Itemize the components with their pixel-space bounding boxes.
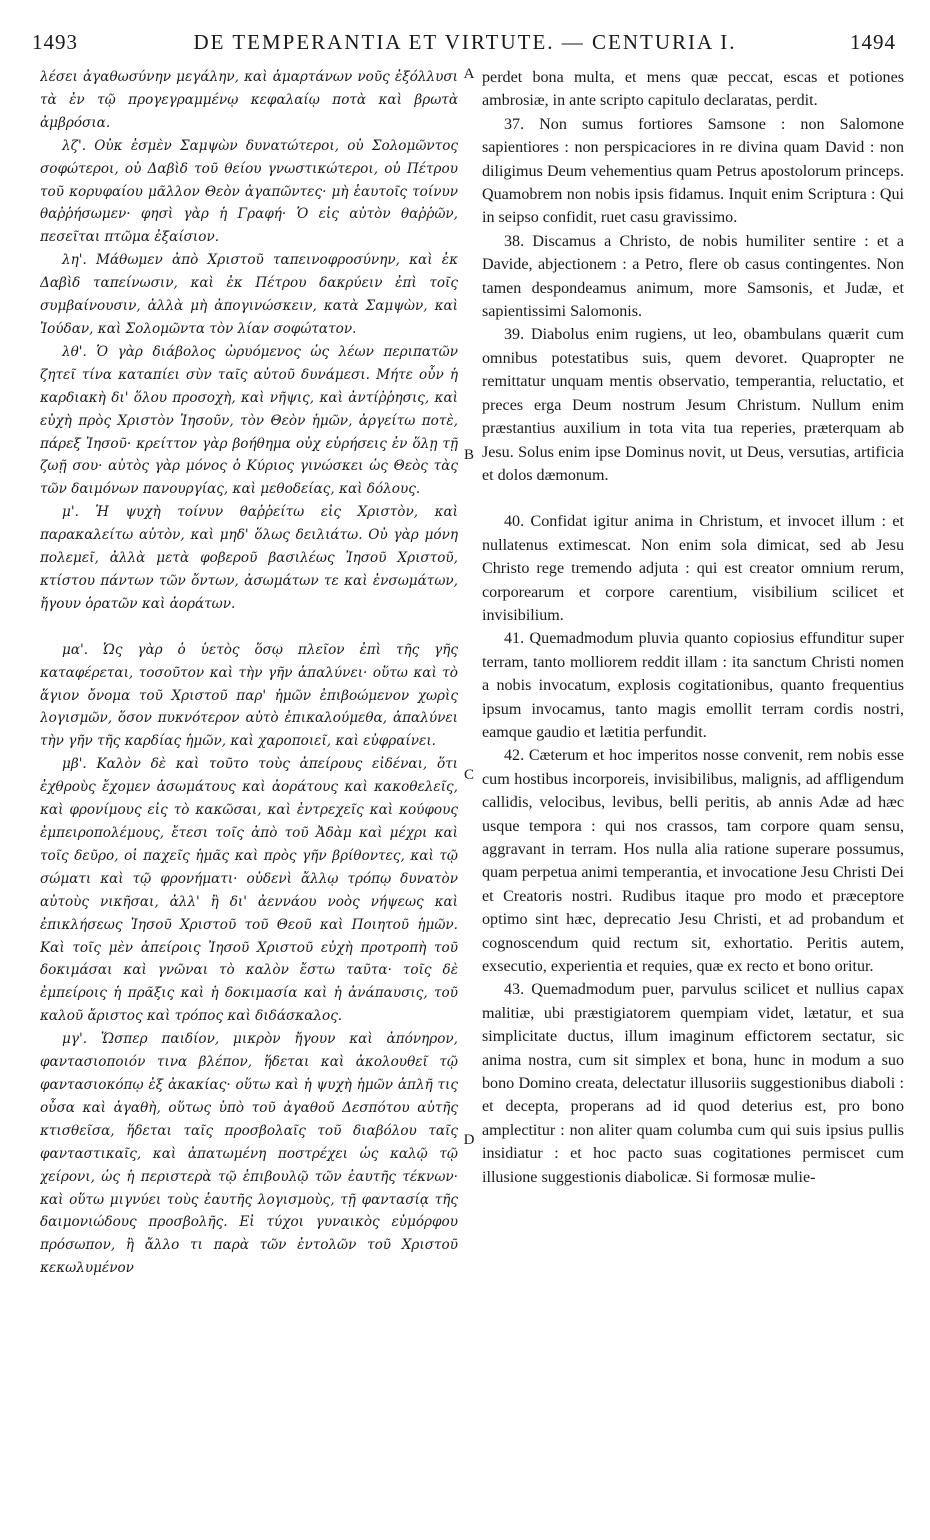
latin-paragraph-37: 37. Non sumus fortiores Samsone : non Salomone sapientiores : non perspicaciores in re divina quam David : non diligimus Deum vehementius quam Petrus apostolorum princeps. Quamobrem non nobis ipsis fidamus. Inquit enim Scriptura : Qui in seipso confidit, ruet casu gravissimo. [482,115,904,227]
latin-paragraph-43: 43. Quemadmodum puer, parvulus scilicet et nullius capax malitiæ, ubi præstigiatorem quempiam videt, lætatur, et sua simplicitate ductus, illum imaginum effictorem sectatur, sic anima nostra, cum sit simplex et bona, hunc in modum a suo bono Domino creata, delectatur illusoriis suggestionibus diaboli : et decepta, properans ad id quod deterius est, pro bono amplectitur : non aliter quam columba cum qui suis ipsius pullis insidiatur : et hoc pacto suas cogitationes permiscet cum illusione suggestionis diabolicæ. Si formosæ mulie- [482,981,904,1186]
latin-paragraph-40: 40. Confidat igitur anima in Christum, et invocet illum : et nullatenus extimescat. Non enim sola dimicat, sed ab Jesu Christo rege tremendo adjuta : qui est creator omnium rerum, corporearum et corpore carentium, visibilium scilicet et invisibilium. [482,513,904,624]
latin-paragraph-39: 39. Diabolus enim rugiens, ut leo, obambulans quærit cum omnibus potestatibus suis, quem devoret. Quapropter ne remittatur unquam mentis observatio, temperantia, reluctatio, et preces erga Deum nostrum Jesum Christum. Nullum enim præstantius auxilium in tota vita tua reperies, præterquam ab Jesu. Solus enim ipse Dominus novit, ut Deus, versutias, artificia et dolos dæmonum. [482,326,904,484]
greek-paragraph-40: μ'. Ἡ ψυχὴ τοίνυν θαῤῥείτω εἰς Χριστὸν, καὶ παρακαλείτω αὐτὸν, καὶ μηδ' ὅλως δειλιάτω. Οὐ γὰρ μόνη πολεμεῖ, ἀλλὰ μετὰ φοβεροῦ βασιλέως Ἰησοῦ Χριστοῦ, κτίστου πάντων τῶν ὄντων, ἀσωμάτων τε καὶ ἐνσωμάτων, ἤγουν ὁρατῶν καὶ ἀοράτων. [40,504,458,612]
margin-marker-a: A [463,66,475,82]
margin-marker-d: D [463,1132,475,1148]
latin-paragraph-41: 41. Quemadmodum pluvia quanto copiosius effunditur super terram, tanto molliorem reddit illam : ita sanctum Christi nomen a nobis invocatum, explosis cogitationibus, quanto frequentius ipsum invocamus, tanto magis emollit terram cordis nostri, eamque gaudio et lætitia perfundit. [482,630,904,741]
latin-column [482,66,904,1530]
margin-marker-c: C [463,767,474,783]
greek-paragraph-continued: λέσει ἀγαθωσύνην μεγάλην, καὶ ἁμαρτάνων νοῦς ἐξόλλυσι τὰ ἐν τῷ προγεγραμμένῳ κεφαλαίῳ ποτὰ καὶ βρωτὰ ἀμβρόσια. [40,69,458,131]
running-title: DE TEMPERANTIA ET VIRTUTE. — CENTURIA I. [193,30,737,54]
page-number-left: 1493 [32,30,78,54]
greek-column [40,66,458,1530]
greek-paragraph-38: λη'. Μάθωμεν ἀπὸ Χριστοῦ ταπεινοφροσύνην, καὶ ἐκ Δαβὶδ ταπείνωσιν, καὶ ἐκ Πέτρου δακρύειν ἐπὶ τοῖς συμβαίνουσιν, ἀλλὰ μὴ ἀπογινώσκειν, κατὰ Σαμψὼν, καὶ Ἰούδαν, καὶ Σολομῶντα τὸν λίαν σοφώτατον. [40,252,458,337]
latin-paragraph-continued: perdet bona multa, et mens quæ peccat, escas et potiones ambrosiæ, in ante scripto capitulo declaratas, perdit. [482,69,904,110]
greek-paragraph-42: μβ'. Καλὸν δὲ καὶ τοῦτο τοὺς ἀπείρους εἰδέναι, ὅτι ἐχθροὺς ἔχομεν ἀσωμάτους καὶ ἀοράτους καὶ κακοθελεῖς, καὶ φρονίμους εἰς τὸ κακῶσαι, καὶ ἐντρεχεῖς καὶ κούφους ἐμπειροπολέμους, ἔτεσι τοῖς ἀπὸ τοῦ Ἀδὰμ καὶ μέχρι καὶ τοῖς δεῦρο, οἱ παχεῖς ἡμᾶς καὶ πρὸς γῆν βρίθοντες, καὶ τῷ σώματι καὶ τῷ φρονήματι· οὐδενὶ ἄλλῳ τρόπῳ δυνατὸν αὐτοὺς νικῆσαι, ἀλλ' ἢ δι' ἀεννάου νοὸς νήψεως καὶ ἐπικλήσεως Ἰησοῦ Χριστοῦ τοῦ Θεοῦ καὶ Ποιητοῦ ἡμῶν. Καὶ τοῖς μὲν ἀπείροις Ἰησοῦ Χριστοῦ εὐχὴ προτροπὴ τοῦ δοκιμάσαι καὶ γνῶναι τὸ καλὸν ἔστω ταῦτα· τοῖς δὲ ἐμπείροις ἡ πρᾶξις καὶ ἡ δοκιμασία καὶ ἡ ἀνάπαυσις, τοῦ καλοῦ ἄριστος καὶ τρόπος καὶ διδάσκαλος. [40,756,458,1025]
greek-paragraph-43: μγ'. Ὥσπερ παιδίον, μικρὸν ἤγουν καὶ ἀπόνηρον, φαντασιοποιόν τινα βλέπον, ἥδεται καὶ ἀκολουθεῖ τῷ φαντασιοκόπῳ ἐξ ἀκακίας· οὕτω καὶ ἡ ψυχὴ ἡμῶν ἁπλῆ τις οὖσα καὶ ἀγαθὴ, οὕτως ὑπὸ τοῦ ἀγαθοῦ Δεσπότου αὐτῆς κτισθεῖσα, ἥδεται ταῖς προσβολαῖς τοῦ διαβόλου ταῖς φανταστικαῖς, καὶ ἀπατωμένη ποστρέχει ὡς καλῷ τῷ χείρονι, ὡς ἡ περιστερὰ τῷ ἐπιβουλῷ τῶν ἑαυτῆς τέκνων· καὶ οὕτω μιγνύει τοὺς ἑαυτῆς λογισμοὺς, τῇ φαντασίᾳ τῆς δαιμονιώδους προσβολῆς. Εἰ τύχοι γυναικὸς εὐμόρφου πρόσωπον, ἢ ἄλλο τι παρὰ τῶν ἐντολῶν τοῦ Χριστοῦ κεκωλυμένον [40,1031,458,1277]
page-number-right: 1494 [850,30,896,54]
greek-paragraph-39: λθ'. Ὁ γὰρ διάβολος ὠρυόμενος ὡς λέων περιπατῶν ζητεῖ τίνα καταπίει σὺν ταῖς αὐτοῦ δυνάμεσι. Μήτε οὖν ἡ καρδιακὴ δι' ὅλου προσοχὴ, καὶ νῆψις, καὶ ἀντίῤῥησις, καὶ εὐχὴ πρὸς Χριστὸν Ἰησοῦν, τὸν Θεὸν ἡμῶν, ἀργείτω ποτὲ, πάρεξ Ἰησοῦ· κρείττον γὰρ βοήθημα οὐχ εὑρήσεις ἐν ὅλῃ τῇ ζωῇ σου· αὐτὸς γὰρ μόνος ὁ Κύριος γινώσκει ὡς Θεὸς τὰς τῶν δαιμόνων πανουργίας, καὶ μεθοδείας, καὶ δόλους. [40,343,458,498]
greek-paragraph-37: λζ'. Οὐκ ἐσμὲν Σαμψὼν δυνατώτεροι, οὐ Σολομῶντος σοφώτεροι, οὐ Δαβὶδ τοῦ θείου γνωστικώτεροι, οὐ Πέτρου τοῦ κορυφαίου μᾶλλον Θεὸν ἀγαπῶντες· μὴ ἑαυτοῖς τοίνυν θαῤῥήσωμεν· φησὶ γὰρ ἡ Γραφή· Ὁ εἰς αὐτὸν θαῤῥῶν, πεσεῖται πτῶμα ἐξαίσιον. [40,137,458,246]
margin-marker-b: B [463,447,474,463]
greek-paragraph-41: μα'. Ὡς γὰρ ὁ ὑετὸς ὅσῳ πλεῖον ἐπὶ τῆς γῆς καταφέρεται, τοσοῦτον καὶ τὴν γῆν ἁπαλύνει· οὕτω καὶ τὸ ἅγιον ὄνομα τοῦ Χριστοῦ παρ' ἡμῶν ἐπιβοώμενον χωρὶς λογισμῶν, ὅσον πυκνότερον αὐτὸ ἐπικαλούμεθα, ἁπαλύνει τὴν γῆν τῆς καρδίας ἡμῶν, καὶ χαροποιεῖ, καὶ εὐφραίνει. [40,641,458,750]
page-header [28,30,902,60]
latin-paragraph-38: 38. Discamus a Christo, de nobis humiliter sentire : et a Davide, abjectionem : a Petro, flere ob casus contingentes. Non tamen despondeamus animum, more Samsonis, et Judæ, et sapientissimi Salomonis. [482,232,904,321]
latin-paragraph-42: 42. Cæterum et hoc imperitos nosse convenit, rem nobis esse cum hostibus incorporeis, invisibilibus, malignis, ad affligendum callidis, velocibus, levibus, belli peritis, ab annis Adæ ad hæc usque tempora : qui nos crassos, tam corpore quam sensu, aggravant in terram. Hos nulla alia ratione superare possumus, quam perpetua animi temperantia, et invocatione Jesu Christi Dei et Creatoris nostri. Rudibus itaque pro modo et præceptore optimo sint hæc, deprecatio Jesu Christi, et ad probandum et cognoscendum quid rectum sit, exhortatio. Peritis autem, exsecutio, experientia et requies, quæ ex recto et bono oritur. [482,747,904,976]
